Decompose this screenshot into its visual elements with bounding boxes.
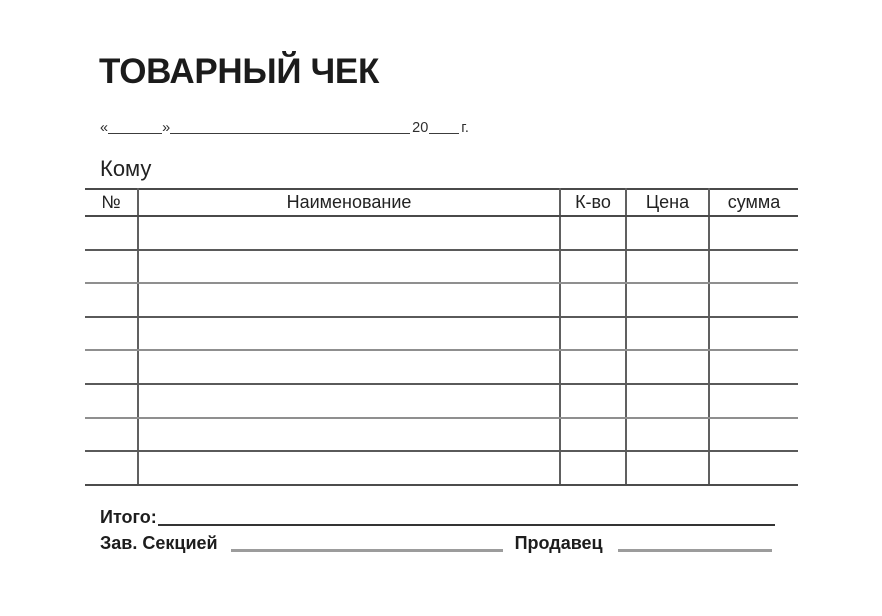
- empty-cell: [138, 250, 560, 284]
- header-row: [85, 189, 798, 216]
- empty-cell: [626, 250, 709, 284]
- year-suffix: г.: [461, 120, 469, 136]
- seller-signature-field: [618, 549, 772, 552]
- col-quantity: К-во: [560, 189, 626, 216]
- col-sum: сумма: [709, 189, 798, 216]
- empty-cell: [626, 317, 709, 351]
- total-line: [100, 507, 775, 528]
- table-row: [85, 283, 798, 317]
- empty-cell: [560, 250, 626, 284]
- empty-cell: [138, 216, 560, 250]
- empty-cell: [85, 250, 138, 284]
- empty-cell: [138, 317, 560, 351]
- total-label: Итого:: [100, 507, 157, 527]
- to-label: Кому: [100, 156, 152, 181]
- empty-cell: [138, 384, 560, 418]
- empty-cell: [709, 418, 798, 452]
- items-table-body: [85, 216, 798, 485]
- total-blank-field: [158, 524, 775, 526]
- empty-cell: [560, 317, 626, 351]
- table-row: [85, 350, 798, 384]
- form-title: ТОВАРНЫЙ ЧЕК: [99, 52, 380, 91]
- year-blank-field: [429, 133, 459, 134]
- empty-cell: [85, 418, 138, 452]
- items-table: [85, 188, 798, 486]
- empty-cell: [560, 350, 626, 384]
- section-manager-label: Зав. Секцией: [100, 533, 218, 553]
- signature-line: [100, 533, 775, 554]
- empty-cell: [709, 250, 798, 284]
- table-row: [85, 384, 798, 418]
- table-row: [85, 418, 798, 452]
- empty-cell: [138, 350, 560, 384]
- empty-cell: [85, 216, 138, 250]
- year-prefix: 20: [412, 120, 429, 136]
- day-blank-field: [108, 133, 162, 134]
- empty-cell: [85, 317, 138, 351]
- empty-cell: [85, 384, 138, 418]
- empty-cell: [560, 283, 626, 317]
- empty-cell: [626, 384, 709, 418]
- seller-label: Продавец: [514, 533, 603, 553]
- empty-cell: [709, 283, 798, 317]
- empty-cell: [709, 350, 798, 384]
- empty-cell: [138, 418, 560, 452]
- empty-cell: [560, 216, 626, 250]
- table-row: [85, 451, 798, 485]
- empty-cell: [560, 384, 626, 418]
- table-row: [85, 250, 798, 284]
- empty-cell: [560, 418, 626, 452]
- empty-cell: [709, 451, 798, 485]
- empty-cell: [626, 418, 709, 452]
- empty-cell: [138, 451, 560, 485]
- empty-cell: [709, 317, 798, 351]
- empty-cell: [85, 451, 138, 485]
- table-row: [85, 216, 798, 250]
- table-row: [85, 317, 798, 351]
- col-number: №: [85, 189, 138, 216]
- empty-cell: [626, 350, 709, 384]
- date-line: [100, 112, 469, 136]
- empty-cell: [709, 384, 798, 418]
- empty-cell: [626, 451, 709, 485]
- empty-cell: [138, 283, 560, 317]
- empty-cell: [709, 216, 798, 250]
- close-quote: »: [162, 120, 171, 136]
- empty-cell: [626, 216, 709, 250]
- open-quote: «: [100, 120, 109, 136]
- section-manager-signature-field: [231, 549, 503, 552]
- empty-cell: [626, 283, 709, 317]
- empty-cell: [85, 350, 138, 384]
- empty-cell: [85, 283, 138, 317]
- col-price: Цена: [626, 189, 709, 216]
- empty-cell: [560, 451, 626, 485]
- month-blank-field: [170, 133, 410, 134]
- items-table-header: [85, 189, 798, 216]
- col-name: Наименование: [138, 189, 560, 216]
